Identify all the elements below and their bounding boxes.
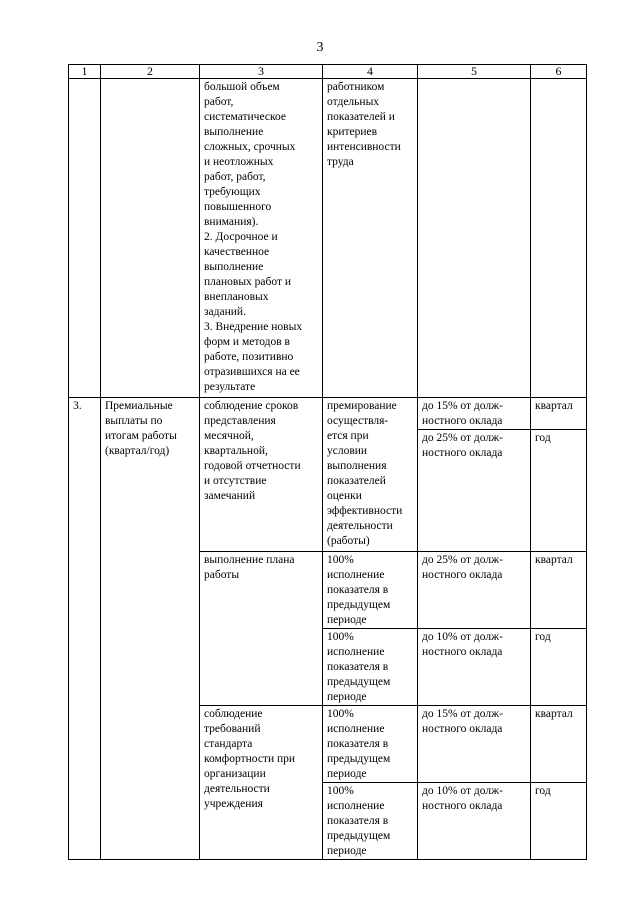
condition: 100% исполнение показателя в предыдущем периоде [323,629,418,706]
criterion: соблюдение требований стандарта комфортности при организации деятельности учреждения [200,706,323,860]
period: квартал [531,552,587,629]
condition: 100% исполнение показателя в предыдущем периоде [323,552,418,629]
payment-name: Премиальные выплаты по итогам работы (квартал/год) [101,398,200,860]
column-number: 6 [531,65,587,79]
amount: до 10% от долж- ностного оклада [418,783,531,860]
continuation-row [69,79,587,398]
norms-table [68,64,587,860]
amount: до 25% от долж- ностного оклада [418,430,531,552]
period: квартал [531,398,587,430]
table-row [69,398,587,430]
column-number: 2 [101,65,200,79]
column-number: 1 [69,65,101,79]
period: год [531,629,587,706]
condition: 100% исполнение показателя в предыдущем периоде [323,783,418,860]
criterion: выполнение плана работы [200,552,323,706]
column-number: 4 [323,65,418,79]
amount: до 10% от долж- ностного оклада [418,629,531,706]
column-number: 5 [418,65,531,79]
condition: 100% исполнение показателя в предыдущем периоде [323,706,418,783]
period: квартал [531,706,587,783]
column-number-row [69,65,587,79]
criterion: соблюдение сроков представления месячной, квартальной, годовой отчетности и отсутствие замечаний [200,398,323,552]
page-number: 3 [316,40,324,55]
column-number: 3 [200,65,323,79]
period: год [531,430,587,552]
cell-amount [418,79,531,398]
cell-criterion: большой объем работ, систематическое выполнение сложных, срочных и неотложных работ, работ, требующих повышенного внимания). 2. Досрочное и качественное выполнение плановых работ и внеплановых заданий. 3. Внедрение новых форм и методов в работе, позитивно отразившихся на ее результате [200,79,323,398]
row-number: 3. [69,398,101,860]
cell-name [101,79,200,398]
amount: до 25% от долж- ностного оклада [418,552,531,629]
cell-num [69,79,101,398]
period: год [531,783,587,860]
amount: до 15% от долж- ностного оклада [418,706,531,783]
condition: премирование осуществля- ется при условии выполнения показателей оценки эффективности деятельности (работы) [323,398,418,552]
cell-condition: работником отдельных показателей и критериев интенсивности труда [323,79,418,398]
amount: до 15% от долж- ностного оклада [418,398,531,430]
cell-period [531,79,587,398]
